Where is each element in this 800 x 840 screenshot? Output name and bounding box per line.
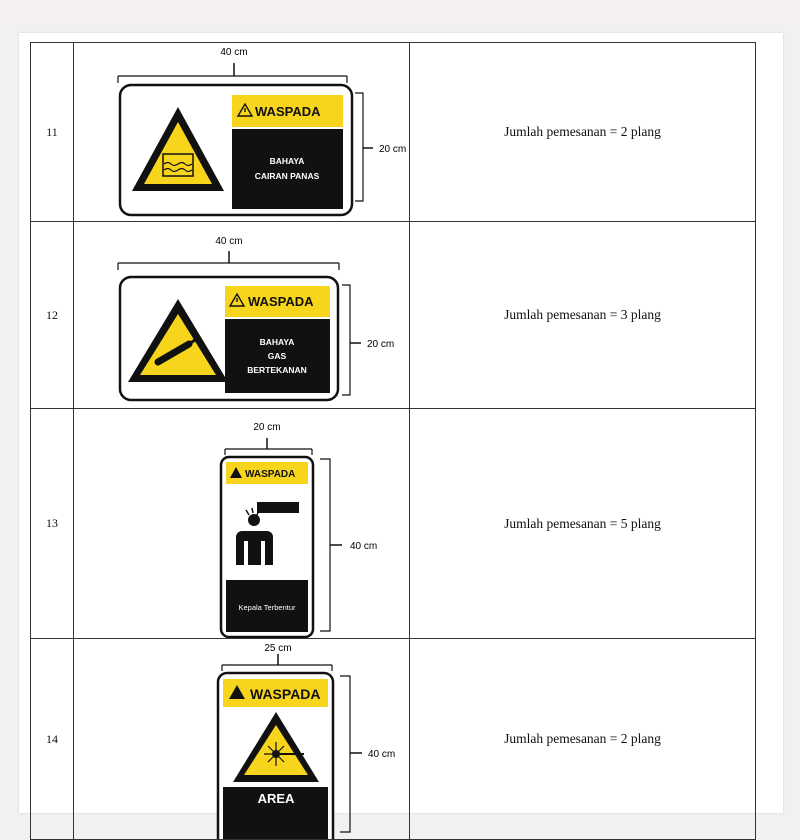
width-label: 40 cm [220, 47, 248, 58]
row-number: 13 [31, 409, 74, 639]
height-label: 40 cm [350, 541, 378, 552]
sign-header: WASPADA [245, 469, 296, 480]
order-quantity: Jumlah pemesanan = 2 plang [410, 639, 756, 840]
order-quantity: Jumlah pemesanan = 5 plang [410, 409, 756, 639]
sign-drawing [74, 43, 409, 221]
width-label: 25 cm [264, 643, 292, 654]
sign-image-cell [74, 43, 410, 222]
sign-text-line1: BAHAYA [269, 156, 305, 166]
top-strip [0, 0, 800, 22]
sign-image-cell [74, 639, 410, 840]
sign-header: WASPADA [255, 104, 321, 119]
table-row [31, 43, 756, 222]
height-label: 40 cm [368, 749, 396, 760]
sign-footer: AREA [257, 791, 295, 806]
width-label: 40 cm [215, 236, 243, 247]
sign-image-cell [74, 409, 410, 639]
sign-plate [221, 457, 313, 637]
table-row [31, 222, 756, 409]
sign-header: WASPADA [250, 686, 321, 702]
sign-plate [120, 277, 338, 400]
sign-text-line2: GAS [267, 351, 287, 361]
order-quantity: Jumlah pemesanan = 2 plang [410, 43, 756, 222]
sign-drawing [74, 222, 409, 408]
sign-text-line2: CAIRAN PANAS [254, 171, 320, 181]
table-row [31, 409, 756, 639]
row-number: 11 [31, 43, 74, 222]
table-row [31, 639, 756, 840]
sign-text-line1: BAHAYA [259, 337, 295, 347]
height-label: 20 cm [379, 144, 407, 155]
sign-drawing [74, 409, 409, 638]
sign-image-cell [74, 222, 410, 409]
order-quantity: Jumlah pemesanan = 3 plang [410, 222, 756, 409]
sign-drawing [74, 639, 409, 839]
sign-header: WASPADA [248, 294, 314, 309]
sign-order-table [30, 42, 756, 840]
sign-footer: Kepala Terbentur [238, 603, 296, 612]
row-number: 12 [31, 222, 74, 409]
height-label: 20 cm [367, 339, 395, 350]
sign-plate [120, 85, 352, 215]
sign-text-line3: BERTEKANAN [247, 365, 307, 375]
width-label: 20 cm [253, 422, 281, 433]
sign-plate [218, 673, 333, 839]
row-number: 14 [31, 639, 74, 840]
